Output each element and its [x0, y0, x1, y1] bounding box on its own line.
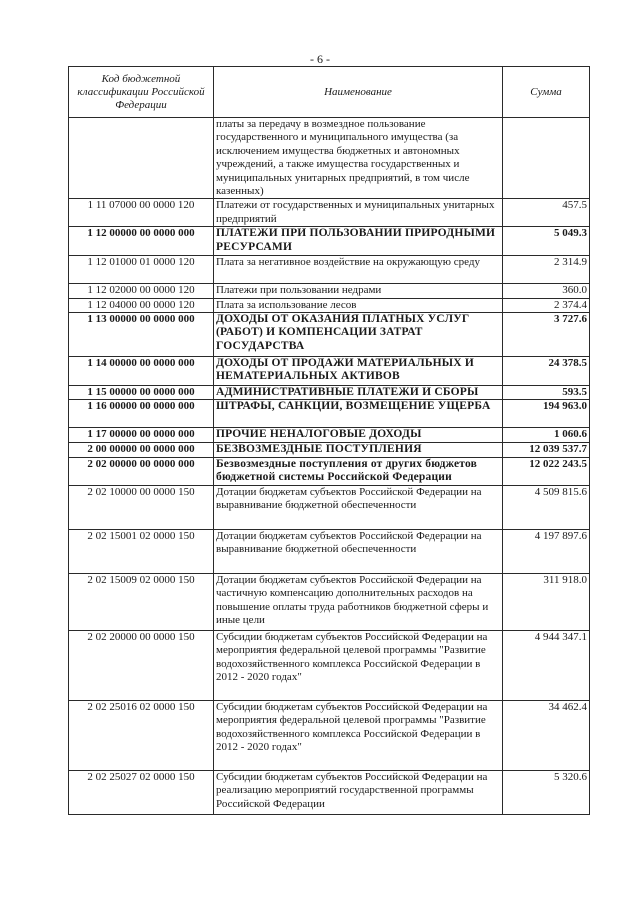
row-code: 2 02 15009 02 0000 150 [69, 573, 214, 630]
table-header-row [69, 67, 590, 118]
table-row [69, 529, 590, 573]
row-code: 1 17 00000 00 0000 000 [69, 428, 214, 443]
row-code: 1 12 00000 00 0000 000 [69, 227, 214, 256]
row-amount: 3 727.6 [503, 313, 590, 357]
row-code: 1 12 02000 00 0000 120 [69, 284, 214, 298]
table-row [69, 573, 590, 630]
table-row [69, 443, 590, 457]
header-code: Код бюджетной классификации Российской Федерации [69, 67, 214, 118]
page-number: - 6 - [310, 52, 330, 66]
row-name: ПЛАТЕЖИ ПРИ ПОЛЬЗОВАНИИ ПРИРОДНЫМИ РЕСУРСАМИ [214, 227, 503, 256]
row-code: 2 02 25027 02 0000 150 [69, 770, 214, 814]
row-code: 1 15 00000 00 0000 000 [69, 386, 214, 400]
table-row [69, 298, 590, 312]
row-name: Субсидии бюджетам субъектов Российской Федерации на реализацию мероприятий государственной программы Российской Федерации [214, 770, 503, 814]
row-name: Дотации бюджетам субъектов Российской Федерации на выравнивание бюджетной обеспеченности [214, 529, 503, 573]
row-amount: 457.5 [503, 199, 590, 227]
row-name: ДОХОДЫ ОТ ПРОДАЖИ МАТЕРИАЛЬНЫХ И НЕМАТЕРИАЛЬНЫХ АКТИВОВ [214, 357, 503, 386]
table-row [69, 256, 590, 284]
row-amount [503, 118, 590, 199]
row-amount: 1 060.6 [503, 428, 590, 443]
header-amount: Сумма [503, 67, 590, 118]
row-amount: 2 314.9 [503, 256, 590, 284]
row-amount: 12 022 243.5 [503, 457, 590, 485]
row-name: Плата за использование лесов [214, 298, 503, 312]
row-amount: 5 320.6 [503, 770, 590, 814]
row-code [69, 118, 214, 199]
row-amount: 194 963.0 [503, 400, 590, 428]
row-amount: 4 944 347.1 [503, 630, 590, 700]
row-code: 2 00 00000 00 0000 000 [69, 443, 214, 457]
table-row [69, 428, 590, 443]
row-amount: 12 039 537.7 [503, 443, 590, 457]
table-row [69, 400, 590, 428]
row-name: Платежи от государственных и муниципальных унитарных предприятий [214, 199, 503, 227]
row-code: 1 16 00000 00 0000 000 [69, 400, 214, 428]
row-code: 1 12 04000 00 0000 120 [69, 298, 214, 312]
row-name: Безвозмездные поступления от других бюджетов бюджетной системы Российской Федерации [214, 457, 503, 485]
row-code: 1 11 07000 00 0000 120 [69, 199, 214, 227]
row-name: ПРОЧИЕ НЕНАЛОГОВЫЕ ДОХОДЫ [214, 428, 503, 443]
row-name: Платежи при пользовании недрами [214, 284, 503, 298]
row-code: 2 02 00000 00 0000 000 [69, 457, 214, 485]
table-row [69, 357, 590, 386]
row-code: 2 02 10000 00 0000 150 [69, 485, 214, 529]
row-name: Плата за негативное воздействие на окружающую среду [214, 256, 503, 284]
table-row [69, 284, 590, 298]
budget-table [68, 66, 590, 815]
row-name: Дотации бюджетам субъектов Российской Федерации на частичную компенсацию дополнительных расходов на повышение оплаты труда работников бюджетной сферы и иные цели [214, 573, 503, 630]
row-amount: 5 049.3 [503, 227, 590, 256]
row-amount: 34 462.4 [503, 700, 590, 770]
row-code: 1 12 01000 01 0000 120 [69, 256, 214, 284]
table-row [69, 313, 590, 357]
table-row [69, 700, 590, 770]
row-name: АДМИНИСТРАТИВНЫЕ ПЛАТЕЖИ И СБОРЫ [214, 386, 503, 400]
row-code: 2 02 25016 02 0000 150 [69, 700, 214, 770]
row-name: ДОХОДЫ ОТ ОКАЗАНИЯ ПЛАТНЫХ УСЛУГ (РАБОТ) И КОМПЕНСАЦИИ ЗАТРАТ ГОСУДАРСТВА [214, 313, 503, 357]
row-code: 1 13 00000 00 0000 000 [69, 313, 214, 357]
row-code: 2 02 20000 00 0000 150 [69, 630, 214, 700]
row-name: Субсидии бюджетам субъектов Российской Федерации на мероприятия федеральной целевой программы "Развитие водохозяйственного комплекса Российской Федерации в 2012 - 2020 годах" [214, 700, 503, 770]
table-row [69, 118, 590, 199]
row-amount: 593.5 [503, 386, 590, 400]
row-name: ШТРАФЫ, САНКЦИИ, ВОЗМЕЩЕНИЕ УЩЕРБА [214, 400, 503, 428]
row-name: БЕЗВОЗМЕЗДНЫЕ ПОСТУПЛЕНИЯ [214, 443, 503, 457]
table-row [69, 199, 590, 227]
row-amount: 360.0 [503, 284, 590, 298]
row-name: платы за передачу в возмездное пользование государственного и муниципального имущества (за исключением имущества бюджетных и автономных учреждений, а также имущества государственных и муниципальных унитарных предприятий, в том числе казенных) [214, 118, 503, 199]
row-code: 1 14 00000 00 0000 000 [69, 357, 214, 386]
row-amount: 24 378.5 [503, 357, 590, 386]
row-amount: 311 918.0 [503, 573, 590, 630]
row-amount: 4 509 815.6 [503, 485, 590, 529]
table-row [69, 485, 590, 529]
table-row [69, 457, 590, 485]
table-row [69, 630, 590, 700]
table-row [69, 386, 590, 400]
row-name: Дотации бюджетам субъектов Российской Федерации на выравнивание бюджетной обеспеченности [214, 485, 503, 529]
row-amount: 4 197 897.6 [503, 529, 590, 573]
row-code: 2 02 15001 02 0000 150 [69, 529, 214, 573]
table-row [69, 770, 590, 814]
row-name: Субсидии бюджетам субъектов Российской Федерации на мероприятия федеральной целевой программы "Развитие водохозяйственного комплекса Российской Федерации в 2012 - 2020 годах" [214, 630, 503, 700]
row-amount: 2 374.4 [503, 298, 590, 312]
header-name: Наименование [214, 67, 503, 118]
table-row [69, 227, 590, 256]
